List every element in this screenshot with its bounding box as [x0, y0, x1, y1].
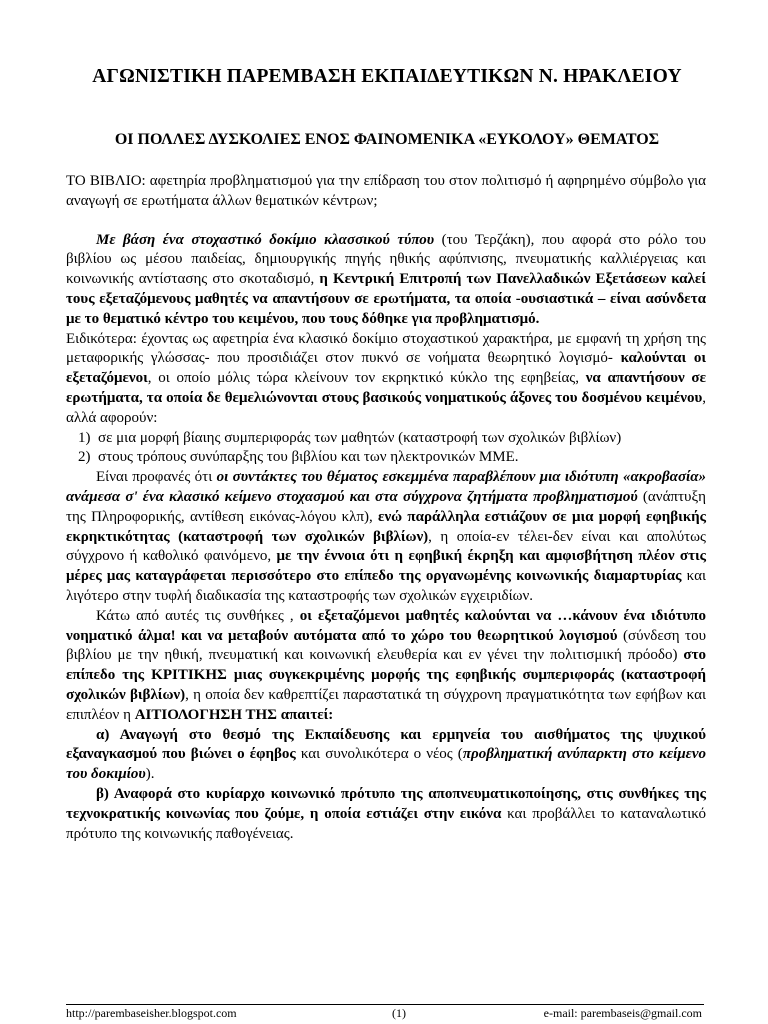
list-text: σε μια μορφή βίαιης συμπεριφοράς των μαθητών (καταστροφή των σχολικών βιβλίων) [98, 429, 622, 446]
footer-divider [66, 1004, 704, 1005]
p4-text-7: και λιγότερο στην τυφλή διαδικασία της καταστροφής των σχολικών εγχειριδίων. [66, 568, 706, 604]
p4-text-5: , η οποία-εν τέλει-δεν είναι και απολύτως σύγχρονο ή καθολικό φαινόμενο, [66, 528, 706, 565]
p3-text-3: , οι οποίο μόλις τώρα κλείνουν τον εκρηκτικό κύκλο της εφηβείας, [147, 370, 586, 387]
p4-emphasis-4: ενώ παράλληλα εστιάζουν σε μια μορφή εφηβικής εκρηκτικότητας (καταστροφή των σχολικών βιβλίων) [66, 508, 707, 545]
p4-text-3: (ανάπτυξη της Πληροφορικής, αντίθεση εικόνας-λόγου κλπ), [66, 488, 706, 525]
p2-emphasis-1: Με βάση ένα στοχαστικό δοκίμιο κλασσικού τύπου [96, 231, 435, 248]
page-number: (1) [392, 1006, 406, 1020]
p3-emphasis-2: καλούνται οι εξεταζόμενοι [66, 350, 706, 387]
list-number: 1) [78, 429, 91, 446]
intro-paragraph: ΤΟ ΒΙΒΛΙΟ: αφετηρία προβληματισμού για την επίδραση του στον πολιτισμό ή αφηρημένο σύμβολο για αναγωγή σε ερωτήματα άλλων θεματικών κέντρων; [66, 173, 706, 209]
pa-emphasis-1: α) Αναγωγή στο θεσμό της Εκπαίδευσης και ερμηνεία του αισθήματος της ψυχικού εξαναγκασμού που βιώνει ο έφηβος [66, 726, 706, 763]
p3-emphasis-4: να απαντήσουν σε ερωτήματα, τα οποία δε θεμελιώνονται στους βασικούς νοηματικούς άξονες του δοσμένου κειμένου [66, 370, 706, 406]
p2-emphasis-3: η Κεντρική Επιτροπή των Πανελλαδικών Εξετάσεων καλεί τους εξεταζόμενους μαθητές να απαντήσουν σε ερωτήματα, τα οποία -ουσιαστικά – είναι ασύνδετα με το θεματικό κέντρο του κειμένου, που τους δόθηκε για προβληματισμό. [66, 271, 706, 327]
paragraph-5 [66, 607, 706, 726]
paragraph-3 [66, 330, 706, 429]
paragraph-4 [66, 468, 706, 607]
p2-text-2: (του Τερζάκη), που αφορά στο ρόλο του βιβλίου ως μέσου παιδείας, δημιουργικής πηγής ηθικής αφύπνισης, πνευματικής καλλιέργειας και κοινωνικής αντίστασης στο σκοταδισμό, [66, 231, 706, 288]
paragraph-a [66, 726, 706, 785]
list-text: στους τρόπους συνύπαρξης του βιβλίου και των ηλεκτρονικών ΜΜΕ. [98, 449, 519, 466]
p5-emphasis-6: ΑΙΤΙΟΛΟΓΗΣΗ ΤΗΣ απαιτεί: [134, 706, 334, 723]
pa-text-2: και συνολικότερα ο νέος ( [295, 746, 463, 763]
p3-text-5: , αλλά αφορούν: [66, 389, 706, 426]
p5-text-5: , η οποία δεν καθρεπτίζει παραστατικά τη σύγχρονη πραγματικότητα των εφήβων και επιπλέον η [66, 686, 706, 723]
p4-emphasis-2: οι συντάκτες του θέματος εσκεμμένα παραβλέπουν μια ιδιότυπη «ακροβασία» ανάμεσα σ' ένα κλασικό κείμενο στοχασμού και στα σύγχρονα ζητήματα προβληματισμού [66, 469, 706, 505]
p3-text-1: Ειδικότερα: έχοντας ως αφετηρία ένα κλασικό δοκίμιο στοχαστικού χαρακτήρα, με εμφανή τη χρήση της μεταφορικής γλώσσας- που προσιδιάζει στον πυκνό σε νοήματα θεωρητικό λογισμό- [66, 330, 706, 367]
document-body [66, 172, 706, 844]
pa-emphasis-3: προβληματική ανύπαρκτη στο κείμενο του δοκιμίου [66, 746, 706, 783]
paragraph-2 [66, 231, 706, 330]
pb-text-2: και προβάλλει το καταναλωτικό πρότυπο της κοινωνικής παθογένειας. [66, 805, 706, 842]
document-heading: ΑΓΩΝΙΣΤΙΚΗ ΠΑΡΕΜΒΑΣΗ ΕΚΠΑΙΔΕΥΤΙΚΩΝ Ν. ΗΡΑΚΛΕΙΟΥ [92, 66, 682, 87]
p4-text-1: Είναι προφανές ότι [96, 469, 217, 486]
footer-email-link[interactable]: e-mail: parembaseis@gmail.com [543, 1006, 702, 1020]
p4-emphasis-6: με την έννοια ότι η εφηβική έκρηξη και αμφισβήτηση πλέον στις μέρες μας καταγράφεται περισσότερο στο επίπεδο της οργανωμένης κοινωνικής διαμαρτυρίας [66, 548, 706, 585]
paragraph-b [66, 785, 706, 844]
document-subheading: ΟΙ ΠΟΛΛΕΣ ΔΥΣΚΟΛΙΕΣ ΕΝΟΣ ΦΑΙΝΟΜΕΝΙΚΑ «ΕΥΚΟΛΟΥ» ΘΕΜΑΤΟΣ [114, 131, 660, 148]
footer-url-link[interactable]: http://parembaseisher.blogspot.com [66, 1006, 237, 1020]
p5-text-3: (σύνδεση του βιβλίου με την ηθική, πνευματική και κοινωνική ελευθερία και εν γένει την πολιτισμική πρόοδο) [66, 627, 706, 664]
pa-text-4: ). [145, 766, 155, 783]
list-item [66, 429, 706, 449]
list-item [66, 448, 706, 468]
p5-emphasis-2: οι εξεταζόμενοι μαθητές καλούνται να …κάνουν ένα ιδιότυπο νοηματικό άλμα! και να μεταβούν αυτόματα από το χώρο του θεωρητικού λογισμού [66, 607, 706, 644]
pb-emphasis-1: β) Αναφορά στο κυρίαρχο κοινωνικό πρότυπο της αποπνευματικοποίησης, στις συνθήκες της τεχνοκρατικής κοινωνίας που ζούμε, η οποία εστιάζει στην εικόνα [66, 785, 706, 822]
p5-emphasis-4: στο επίπεδο της ΚΡΙΤΙΚΗΣ μιας συγκεκριμένης μορφής της εφηβικής συμπεριφοράς (καταστροφή σχολικών βιβλίων) [66, 647, 706, 703]
p5-text-1: Κάτω από αυτές τις συνθήκες , [96, 607, 300, 624]
list-number: 2) [78, 449, 91, 466]
